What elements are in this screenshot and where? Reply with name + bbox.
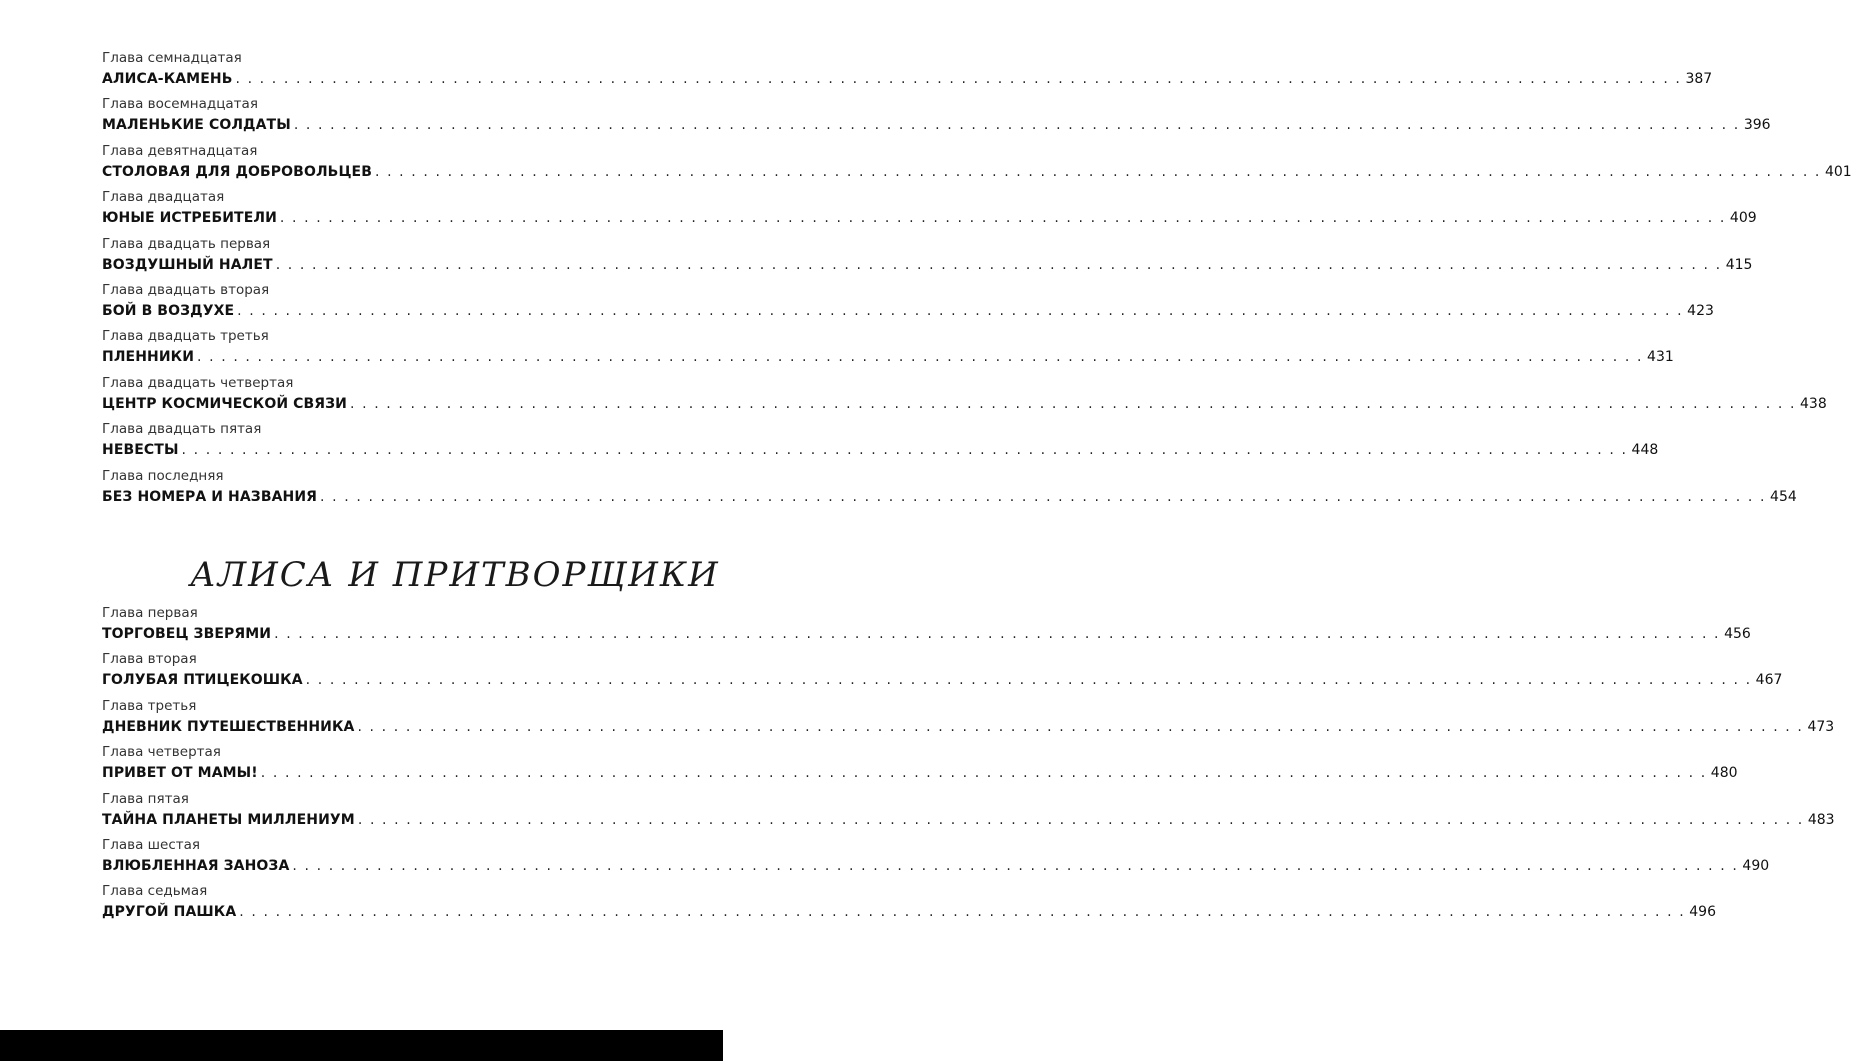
bottom-edge-bar xyxy=(0,1030,723,1061)
dot-leader: . . . . . . . . . . . . . . . . . . . . . . . . . . . . . . . . . . . . . . . . . . . . . . . . . . . . . . . . . . . . . . . . . . . . . . . . . . . . . . . . . . . . . . . . . . . . . . . . . . . . . . . . . . . . . . . . . . . . . . . . xyxy=(237,302,1684,319)
chapter-title: ТАЙНА ПЛАНЕТЫ МИЛЛЕНИУМ xyxy=(102,811,355,828)
chapter-number: Глава седьмая xyxy=(102,883,208,900)
toc-entry xyxy=(102,789,1835,835)
dot-leader: . . . . . . . . . . . . . . . . . . . . . . . . . . . . . . . . . . . . . . . . . . . . . . . . . . . . . . . . . . . . . . . . . . . . . . . . . . . . . . . . . . . . . . . . . . . . . . . . . . . . . . . . . . . . . . . . . . . . . . . . xyxy=(305,672,1752,689)
page-number: 415 xyxy=(1725,256,1753,273)
toc-line xyxy=(102,623,1751,645)
toc-line xyxy=(102,809,1835,831)
page-number: 401 xyxy=(1824,163,1852,180)
dot-leader: . . . . . . . . . . . . . . . . . . . . . . . . . . . . . . . . . . . . . . . . . . . . . . . . . . . . . . . . . . . . . . . . . . . . . . . . . . . . . . . . . . . . . . . . . . . . . . . . . . . . . . . . . . . . . . . . . . . . . . . . xyxy=(374,163,1821,180)
toc-entry xyxy=(102,419,1659,465)
chapter-title: МАЛЕНЬКИЕ СОЛДАТЫ xyxy=(102,117,291,134)
chapter-title: ГОЛУБАЯ ПТИЦЕКОШКА xyxy=(102,672,303,689)
page-number: 496 xyxy=(1689,904,1716,921)
chapter-number: Глава третья xyxy=(102,697,197,714)
chapter-title: ПРИВЕТ ОТ МАМЫ! xyxy=(102,765,258,782)
toc-line xyxy=(102,855,1770,877)
chapter-title: ЦЕНТР КОСМИЧЕСКОЙ СВЯЗИ xyxy=(102,395,347,412)
dot-leader: . . . . . . . . . . . . . . . . . . . . . . . . . . . . . . . . . . . . . . . . . . . . . . . . . . . . . . . . . . . . . . . . . . . . . . . . . . . . . . . . . . . . . . . . . . . . . . . . . . . . . . . . . . . . . . . . . . . . . . . . xyxy=(274,626,1721,642)
chapter-number: Глава четвертая xyxy=(102,744,221,761)
toc-entry xyxy=(102,696,1835,742)
toc-line xyxy=(102,254,1753,276)
toc-line xyxy=(102,207,1757,229)
toc-entry xyxy=(102,649,1783,695)
page-number: 490 xyxy=(1742,857,1770,874)
chapter-title: ПЛЕННИКИ xyxy=(102,349,195,366)
page-number: 409 xyxy=(1729,210,1757,227)
toc-line xyxy=(102,161,1852,183)
toc-entry xyxy=(102,835,1770,881)
toc-entry xyxy=(102,187,1757,233)
toc-entry xyxy=(102,141,1852,187)
chapter-number: Глава семнадцатая xyxy=(102,50,242,66)
chapter-number: Глава девятнадцатая xyxy=(102,142,258,159)
book-title: АЛИСА И ПРИТВОРЩИКИ xyxy=(190,555,720,595)
dot-leader: . . . . . . . . . . . . . . . . . . . . . . . . . . . . . . . . . . . . . . . . . . . . . . . . . . . . . . . . . . . . . . . . . . . . . . . . . . . . . . . . . . . . . . . . . . . . . . . . . . . . . . . . . . . . . . . . . . . . . . . . xyxy=(357,718,1804,735)
toc-line xyxy=(102,486,1797,508)
toc-entry xyxy=(102,94,1771,140)
toc-entry xyxy=(102,881,1716,927)
chapter-number: Глава пятая xyxy=(102,790,189,807)
page-number: 423 xyxy=(1687,302,1714,319)
dot-leader: . . . . . . . . . . . . . . . . . . . . . . . . . . . . . . . . . . . . . . . . . . . . . . . . . . . . . . . . . . . . . . . . . . . . . . . . . . . . . . . . . . . . . . . . . . . . . . . . . . . . . . . . . . . . . . . . . . . . . . . . xyxy=(181,442,1628,459)
chapter-number: Глава первая xyxy=(102,605,198,621)
chapter-title: ВЛЮБЛЕННАЯ ЗАНОЗА xyxy=(102,857,290,874)
dot-leader: . . . . . . . . . . . . . . . . . . . . . . . . . . . . . . . . . . . . . . . . . . . . . . . . . . . . . . . . . . . . . . . . . . . . . . . . . . . . . . . . . . . . . . . . . . . . . . . . . . . . . . . . . . . . . . . . . . . . . . . . xyxy=(279,210,1726,227)
toc-line xyxy=(102,716,1835,738)
chapter-title: БОЙ В ВОЗДУХЕ xyxy=(102,302,235,319)
page-number: 454 xyxy=(1770,488,1797,505)
chapter-title: БЕЗ НОМЕРА И НАЗВАНИЯ xyxy=(102,488,318,505)
chapter-number: Глава двадцать вторая xyxy=(102,281,270,298)
dot-leader: . . . . . . . . . . . . . . . . . . . . . . . . . . . . . . . . . . . . . . . . . . . . . . . . . . . . . . . . . . . . . . . . . . . . . . . . . . . . . . . . . . . . . . . . . . . . . . . . . . . . . . . . . . . . . . . . . . . . . . . . xyxy=(293,117,1740,134)
chapter-number: Глава последняя xyxy=(102,467,224,484)
page-number: 387 xyxy=(1685,71,1713,87)
toc-entry xyxy=(102,48,1713,94)
toc-entry xyxy=(102,234,1753,280)
chapter-title: СТОЛОВАЯ ДЛЯ ДОБРОВОЛЬЦЕВ xyxy=(102,163,372,180)
toc-entry xyxy=(102,742,1738,788)
page-number: 473 xyxy=(1807,718,1835,735)
dot-leader: . . . . . . . . . . . . . . . . . . . . . . . . . . . . . . . . . . . . . . . . . . . . . . . . . . . . . . . . . . . . . . . . . . . . . . . . . . . . . . . . . . . . . . . . . . . . . . . . . . . . . . . . . . . . . . . . . . . . . . . . xyxy=(239,904,1686,921)
chapter-number: Глава двадцать третья xyxy=(102,328,269,345)
page-number: 438 xyxy=(1800,395,1827,412)
toc-line xyxy=(102,762,1738,784)
toc-line xyxy=(102,669,1783,691)
page-number: 483 xyxy=(1807,811,1835,828)
toc-line xyxy=(102,439,1659,461)
dot-leader: . . . . . . . . . . . . . . . . . . . . . . . . . . . . . . . . . . . . . . . . . . . . . . . . . . . . . . . . . . . . . . . . . . . . . . . . . . . . . . . . . . . . . . . . . . . . . . . . . . . . . . . . . . . . . . . . . . . . . . . . xyxy=(292,857,1739,874)
chapter-number: Глава двадцать четвертая xyxy=(102,374,294,391)
page-number: 480 xyxy=(1710,765,1738,782)
chapter-number: Глава двадцать первая xyxy=(102,235,271,252)
toc-entry xyxy=(102,466,1797,512)
toc-entry xyxy=(102,326,1674,372)
toc-line xyxy=(102,114,1771,136)
toc-line xyxy=(102,393,1827,415)
dot-leader: . . . . . . . . . . . . . . . . . . . . . . . . . . . . . . . . . . . . . . . . . . . . . . . . . . . . . . . . . . . . . . . . . . . . . . . . . . . . . . . . . . . . . . . . . . . . . . . . . . . . . . . . . . . . . . . . . . . . . . . . xyxy=(320,488,1767,505)
dot-leader: . . . . . . . . . . . . . . . . . . . . . . . . . . . . . . . . . . . . . . . . . . . . . . . . . . . . . . . . . . . . . . . . . . . . . . . . . . . . . . . . . . . . . . . . . . . . . . . . . . . . . . . . . . . . . . . . . . . . . . . . xyxy=(260,765,1707,782)
toc-line xyxy=(102,68,1713,90)
chapter-number: Глава двадцать пятая xyxy=(102,421,262,438)
page-number: 467 xyxy=(1755,672,1783,689)
dot-leader: . . . . . . . . . . . . . . . . . . . . . . . . . . . . . . . . . . . . . . . . . . . . . . . . . . . . . . . . . . . . . . . . . . . . . . . . . . . . . . . . . . . . . . . . . . . . . . . . . . . . . . . . . . . . . . . . . . . . . . . . xyxy=(357,811,1804,828)
page-number: 431 xyxy=(1647,349,1674,366)
chapter-number: Глава восемнадцатая xyxy=(102,96,258,113)
toc-line xyxy=(102,901,1716,923)
dot-leader: . . . . . . . . . . . . . . . . . . . . . . . . . . . . . . . . . . . . . . . . . . . . . . . . . . . . . . . . . . . . . . . . . . . . . . . . . . . . . . . . . . . . . . . . . . . . . . . . . . . . . . . . . . . . . . . . . . . . . . . . xyxy=(350,395,1796,412)
dot-leader: . . . . . . . . . . . . . . . . . . . . . . . . . . . . . . . . . . . . . . . . . . . . . . . . . . . . . . . . . . . . . . . . . . . . . . . . . . . . . . . . . . . . . . . . . . . . . . . . . . . . . . . . . . . . . . . . . . . . . . . . xyxy=(275,256,1722,273)
page-number: 456 xyxy=(1724,626,1751,642)
chapter-title: ДРУГОЙ ПАШКА xyxy=(102,904,237,921)
chapter-title: ДНЕВНИК ПУТЕШЕСТВЕННИКА xyxy=(102,718,355,735)
toc-line xyxy=(102,346,1674,368)
dot-leader: . . . . . . . . . . . . . . . . . . . . . . . . . . . . . . . . . . . . . . . . . . . . . . . . . . . . . . . . . . . . . . . . . . . . . . . . . . . . . . . . . . . . . . . . . . . . . . . . . . . . . . . . . . . . . . . . . . . . . . . . xyxy=(235,71,1682,87)
toc-entry xyxy=(102,603,1751,649)
page-number: 448 xyxy=(1631,442,1659,459)
dot-leader: . . . . . . . . . . . . . . . . . . . . . . . . . . . . . . . . . . . . . . . . . . . . . . . . . . . . . . . . . . . . . . . . . . . . . . . . . . . . . . . . . . . . . . . . . . . . . . . . . . . . . . . . . . . . . . . . . . . . . . . . xyxy=(197,349,1644,366)
toc-entry xyxy=(102,280,1714,326)
toc-section-2 xyxy=(102,603,1835,928)
chapter-number: Глава вторая xyxy=(102,651,197,668)
toc-entry xyxy=(102,373,1827,419)
chapter-title: ВОЗДУШНЫЙ НАЛЕТ xyxy=(102,256,273,273)
chapter-title: ЮНЫЕ ИСТРЕБИТЕЛИ xyxy=(102,210,277,227)
chapter-title: ТОРГОВЕЦ ЗВЕРЯМИ xyxy=(102,626,272,642)
page-number: 396 xyxy=(1743,117,1771,134)
chapter-number: Глава шестая xyxy=(102,836,200,853)
chapter-title: АЛИСА-КАМЕНЬ xyxy=(102,71,233,87)
chapter-title: НЕВЕСТЫ xyxy=(102,442,179,459)
toc-section-1 xyxy=(102,48,1852,512)
chapter-number: Глава двадцатая xyxy=(102,189,225,206)
toc-line xyxy=(102,300,1714,322)
